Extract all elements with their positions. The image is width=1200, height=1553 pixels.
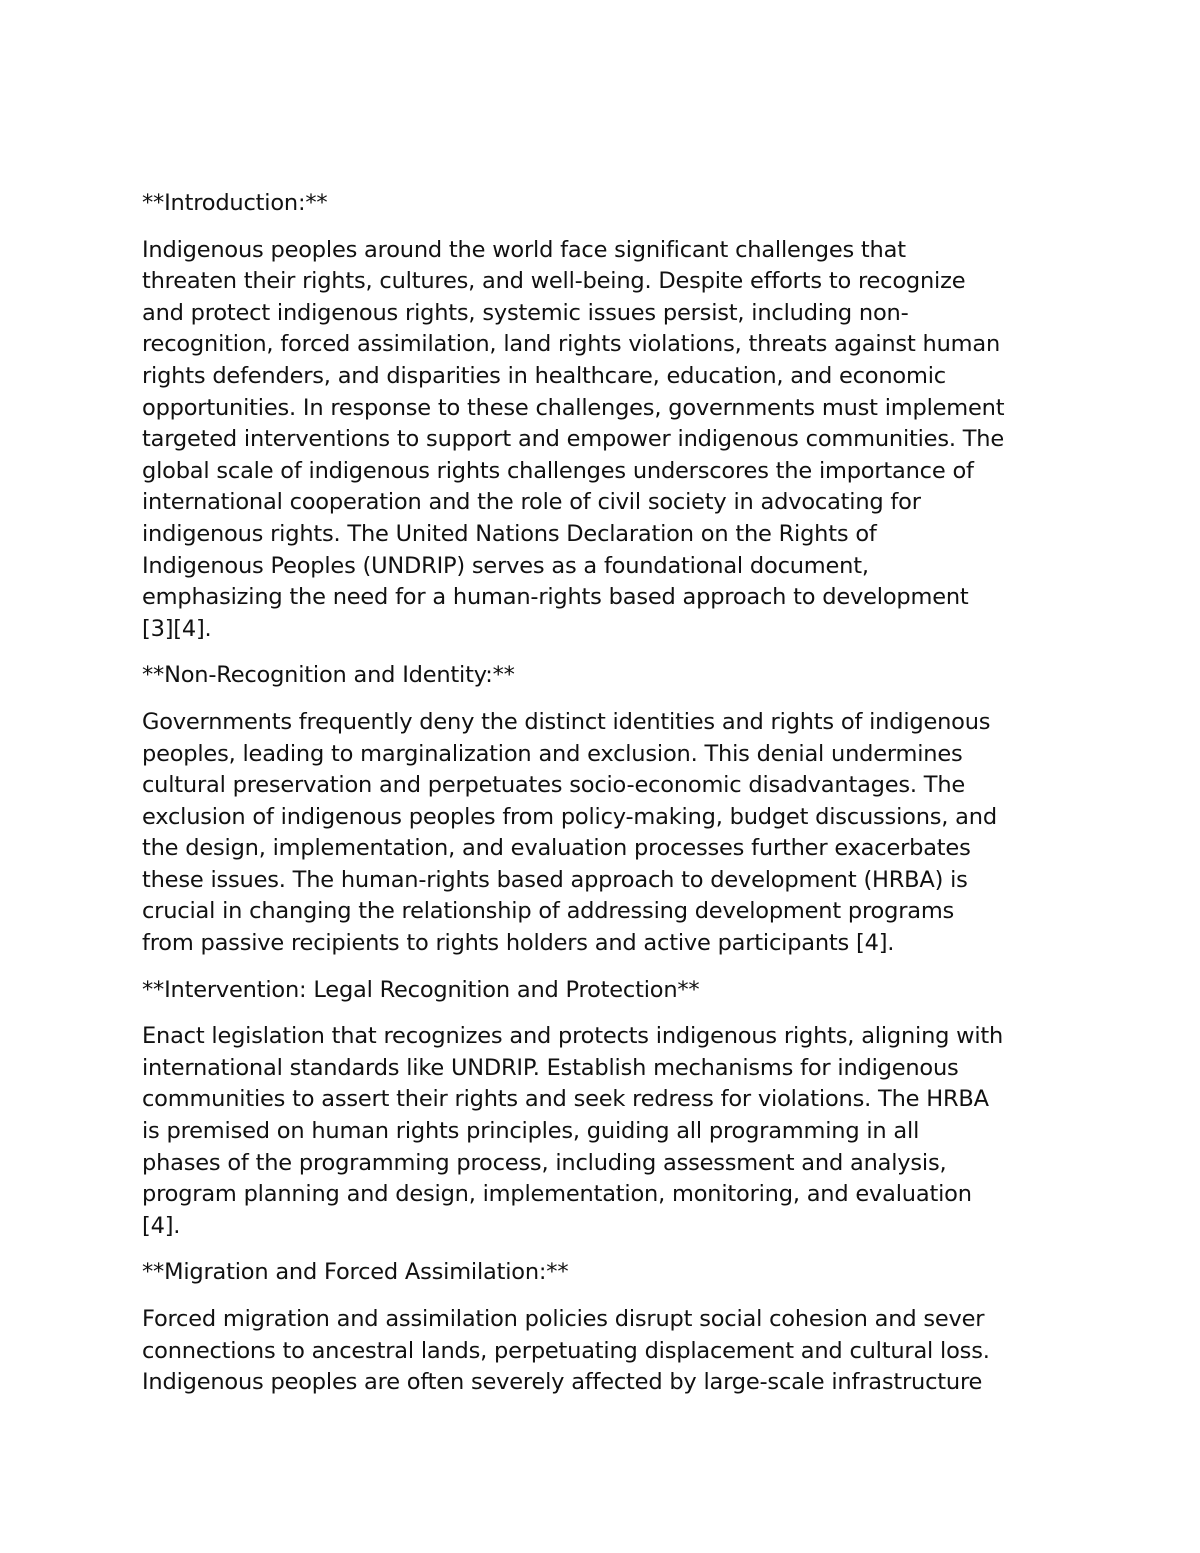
document-page xyxy=(142,188,1072,1414)
section-body-migration: Forced migration and assimilation policies disrupt social cohesion and sever connections to ancestral lands, perpetuating displacement and cultural loss. Indigenous peoples are often severely affected by large-scale infrastructure xyxy=(142,1306,990,1396)
section-body-introduction: Indigenous peoples around the world face significant challenges that threaten their rights, cultures, and well-being. Despite efforts to recognize and protect indigenous rights, systemic issues persist, including non- recognition, forced assimilation, land rights violations, threats against human rights defenders, and disparities in healthcare, education, and economic opportunities. In response to these challenges, governments must implement targeted interventions to support and empower indigenous communities. The global scale of indigenous rights challenges underscores the importance of international cooperation and the role of civil society in advocating for indigenous rights. The United Nations Declaration on the Rights of Indigenous Peoples (UNDRIP) serves as a foundational document, emphasizing the need for a human-rights based approach to development [3][4]. xyxy=(142,236,1005,642)
section-body-non-recognition: Governments frequently deny the distinct identities and rights of indigenous peoples, leading to marginalization and exclusion. This denial undermines cultural preservation and perpetuates socio-economic disadvantages. The exclusion of indigenous peoples from policy-making, budget discussions, and the design, implementation, and evaluation processes further exacerbates these issues. The human-rights based approach to development (HRBA) is crucial in changing the relationship of addressing development programs from passive recipients to rights holders and active participants [4]. xyxy=(142,708,997,957)
section-heading-legal-recognition: **Intervention: Legal Recognition and Protection** xyxy=(142,976,700,1003)
section-heading-non-recognition: **Non-Recognition and Identity:** xyxy=(142,662,515,689)
section-heading-migration: **Migration and Forced Assimilation:** xyxy=(142,1259,569,1286)
section-body-legal-recognition: Enact legislation that recognizes and protects indigenous rights, aligning with international standards like UNDRIP. Establish mechanisms for indigenous communities to assert their rights and seek redress for violations. The HRBA is premised on human rights principles, guiding all programming in all phases of the programming process, including assessment and analysis, program planning and design, implementation, monitoring, and evaluation [4]. xyxy=(142,1023,1004,1239)
section-heading-introduction: **Introduction:** xyxy=(142,190,328,216)
